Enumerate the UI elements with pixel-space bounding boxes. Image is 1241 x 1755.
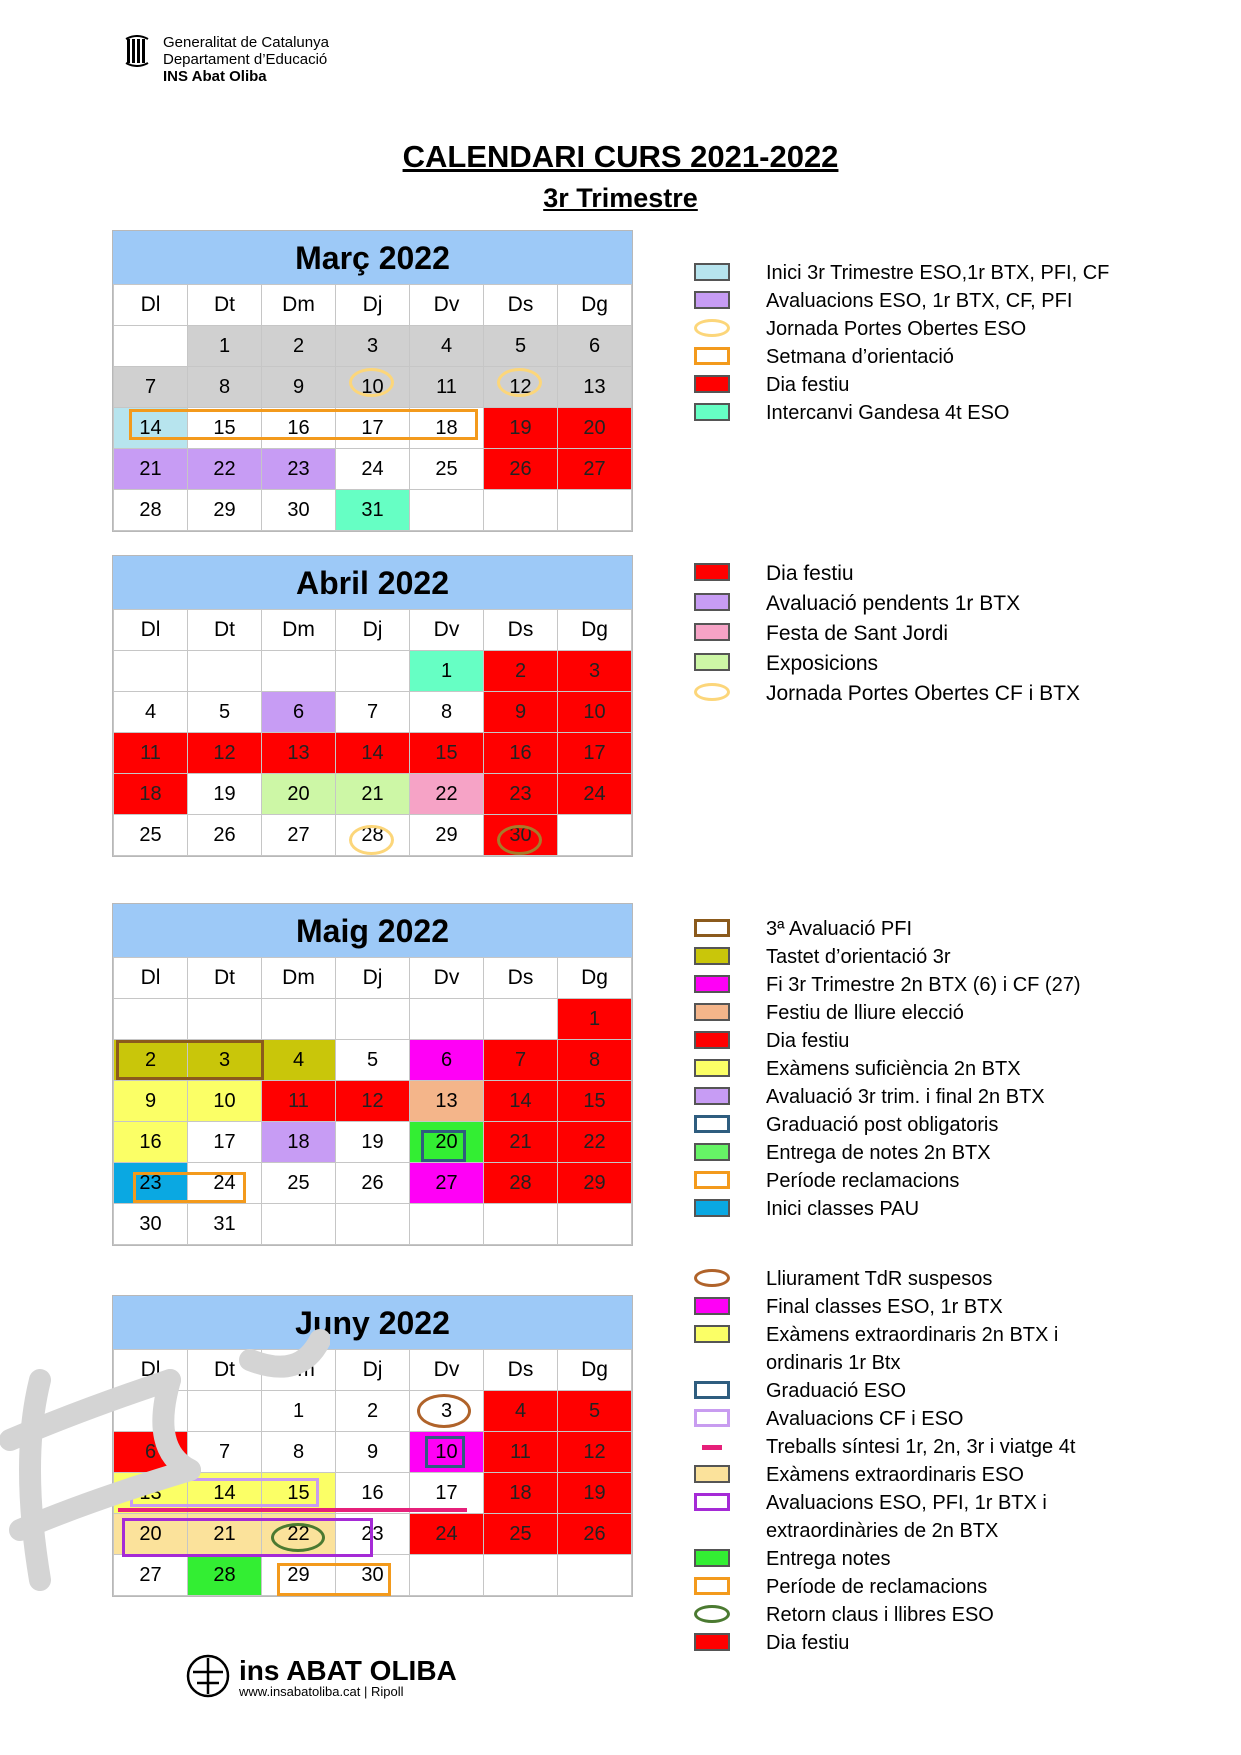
weekday-header: Dv	[410, 610, 484, 651]
empty-cell	[336, 1204, 410, 1245]
swatch-icon	[694, 623, 730, 641]
legend-item: Període de reclamacions	[694, 1573, 1075, 1601]
outline-swatch-icon	[694, 919, 730, 937]
day-cell: 28	[484, 1163, 558, 1204]
legend-item: Exposicions	[694, 649, 1080, 679]
day-cell: 3	[410, 1391, 484, 1432]
swatch-icon	[694, 1297, 730, 1315]
day-cell: 1	[410, 651, 484, 692]
legend-item: Treballs síntesi 1r, 2n, 3r i viatge 4t	[694, 1433, 1075, 1461]
day-cell: 24	[410, 1514, 484, 1555]
legend-item: Dia festiu	[694, 1027, 1081, 1055]
day-cell: 23	[336, 1514, 410, 1555]
month-title: Juny 2022	[113, 1296, 632, 1349]
legend-item: Avaluacions ESO, 1r BTX, CF, PFI	[694, 287, 1109, 315]
weekday-header: Dg	[558, 610, 632, 651]
week-row	[114, 692, 632, 733]
legend-item: Exàmens suficiència 2n BTX	[694, 1055, 1081, 1083]
week-row	[114, 1081, 632, 1122]
page-subtitle: 3r Trimestre	[543, 183, 698, 213]
day-cell: 22	[410, 774, 484, 815]
day-cell: 29	[558, 1163, 632, 1204]
swatch-icon	[694, 403, 730, 421]
legend-item: Jornada Portes Obertes ESO	[694, 315, 1109, 343]
day-cell: 17	[336, 408, 410, 449]
week-row	[114, 733, 632, 774]
weekday-header: Dj	[336, 285, 410, 326]
day-cell: 12	[336, 1081, 410, 1122]
day-cell: 26	[484, 449, 558, 490]
empty-cell	[410, 1204, 484, 1245]
weekday-header: Dg	[558, 958, 632, 999]
week-row	[114, 1163, 632, 1204]
org-line-1: Generalitat de Catalunya	[163, 34, 329, 51]
empty-cell	[410, 999, 484, 1040]
empty-cell	[188, 651, 262, 692]
day-cell: 14	[336, 733, 410, 774]
day-cell: 21	[484, 1122, 558, 1163]
legend-march	[694, 259, 1109, 427]
day-cell: 29	[262, 1555, 336, 1596]
day-cell: 10	[410, 1432, 484, 1473]
legend-item: Final classes ESO, 1r BTX	[694, 1293, 1075, 1321]
day-cell: 2	[114, 1040, 188, 1081]
weekday-header: Dt	[188, 610, 262, 651]
week-row	[114, 1122, 632, 1163]
oval-swatch-icon	[694, 1269, 730, 1287]
weekday-header: Dv	[410, 285, 484, 326]
day-cell: 17	[558, 733, 632, 774]
legend-item: Entrega de notes 2n BTX	[694, 1139, 1081, 1167]
weekday-header: Dl	[114, 285, 188, 326]
day-cell: 14	[484, 1081, 558, 1122]
empty-cell	[114, 999, 188, 1040]
weekday-header: Dl	[114, 1350, 188, 1391]
swatch-icon	[694, 563, 730, 581]
day-cell: 18	[114, 774, 188, 815]
day-cell: 8	[262, 1432, 336, 1473]
outline-swatch-icon	[694, 347, 730, 365]
week-row	[114, 408, 632, 449]
month-grid	[113, 957, 632, 1245]
day-cell: 2	[336, 1391, 410, 1432]
legend-june	[694, 1265, 1075, 1657]
day-cell: 6	[262, 692, 336, 733]
outline-swatch-icon	[694, 1409, 730, 1427]
weekday-header: Dt	[188, 1350, 262, 1391]
day-cell: 11	[484, 1432, 558, 1473]
day-cell: 24	[558, 774, 632, 815]
legend-april	[694, 559, 1080, 709]
day-cell: 21	[114, 449, 188, 490]
day-cell: 6	[410, 1040, 484, 1081]
weekday-header: Dm	[262, 958, 336, 999]
day-cell: 3	[336, 326, 410, 367]
empty-cell	[336, 999, 410, 1040]
day-cell: 7	[188, 1432, 262, 1473]
legend-may	[694, 915, 1081, 1223]
day-cell: 25	[262, 1163, 336, 1204]
weekday-header: Dj	[336, 610, 410, 651]
day-cell: 27	[558, 449, 632, 490]
swatch-icon	[694, 947, 730, 965]
weekday-header: Ds	[484, 958, 558, 999]
day-cell: 19	[484, 408, 558, 449]
month-title: Abril 2022	[113, 556, 632, 609]
calendar-march	[112, 230, 633, 532]
legend-item: Intercanvi Gandesa 4t ESO	[694, 399, 1109, 427]
day-cell: 20	[262, 774, 336, 815]
weekday-header: Dl	[114, 610, 188, 651]
oval-swatch-icon	[694, 683, 730, 701]
day-cell: 9	[484, 692, 558, 733]
day-cell: 22	[558, 1122, 632, 1163]
empty-cell	[188, 999, 262, 1040]
swatch-icon	[694, 1031, 730, 1049]
day-cell: 29	[188, 490, 262, 531]
empty-cell	[484, 1555, 558, 1596]
empty-cell	[114, 651, 188, 692]
day-cell: 5	[558, 1391, 632, 1432]
day-cell: 20	[410, 1122, 484, 1163]
legend-item: extraordinàries de 2n BTX	[766, 1520, 999, 1542]
legend-item: Dia festiu	[694, 371, 1109, 399]
empty-cell	[114, 326, 188, 367]
institution-header	[163, 34, 329, 85]
legend-item: Entrega notes	[694, 1545, 1075, 1573]
outline-swatch-icon	[694, 1577, 730, 1595]
line-swatch-icon	[702, 1445, 722, 1450]
day-cell: 4	[410, 326, 484, 367]
empty-cell	[410, 1555, 484, 1596]
weekday-header: Ds	[484, 285, 558, 326]
day-cell: 12	[188, 733, 262, 774]
day-cell: 10	[188, 1081, 262, 1122]
day-cell: 7	[484, 1040, 558, 1081]
outline-swatch-icon	[694, 1493, 730, 1511]
week-row	[114, 1040, 632, 1081]
day-cell: 12	[558, 1432, 632, 1473]
weekday-header: Ds	[484, 610, 558, 651]
month-title: Març 2022	[113, 231, 632, 284]
day-cell: 15	[410, 733, 484, 774]
legend-item: Inici classes PAU	[694, 1195, 1081, 1223]
day-cell: 24	[188, 1163, 262, 1204]
day-cell: 1	[262, 1391, 336, 1432]
footer-branding	[239, 1657, 457, 1699]
outline-swatch-icon	[694, 1171, 730, 1189]
day-cell: 22	[188, 449, 262, 490]
day-cell: 13	[558, 367, 632, 408]
day-cell: 3	[188, 1040, 262, 1081]
day-cell: 20	[114, 1514, 188, 1555]
empty-cell	[262, 999, 336, 1040]
day-cell: 5	[484, 326, 558, 367]
weekday-header: Dm	[262, 1350, 336, 1391]
day-cell: 19	[558, 1473, 632, 1514]
week-row	[114, 367, 632, 408]
legend-item: Inici 3r Trimestre ESO,1r BTX, PFI, CF	[694, 259, 1109, 287]
day-cell: 16	[114, 1122, 188, 1163]
school-name: INS Abat Oliba	[163, 68, 267, 85]
month-grid	[113, 609, 632, 856]
day-cell: 14	[114, 408, 188, 449]
empty-cell	[262, 1204, 336, 1245]
day-cell: 30	[114, 1204, 188, 1245]
week-row	[114, 774, 632, 815]
day-cell: 30	[336, 1555, 410, 1596]
day-cell: 18	[410, 408, 484, 449]
day-cell: 28	[336, 815, 410, 856]
org-line-2: Departament d’Educació	[163, 51, 328, 68]
day-cell: 23	[114, 1163, 188, 1204]
day-cell: 23	[262, 449, 336, 490]
day-cell: 13	[410, 1081, 484, 1122]
day-cell: 9	[114, 1081, 188, 1122]
weekday-header: Dv	[410, 958, 484, 999]
weekday-header: Dt	[188, 285, 262, 326]
empty-cell	[484, 999, 558, 1040]
day-cell: 12	[484, 367, 558, 408]
weekday-header: Dg	[558, 285, 632, 326]
day-cell: 27	[114, 1555, 188, 1596]
footer-name: ins ABAT OLIBA	[239, 1655, 457, 1686]
day-cell: 5	[336, 1040, 410, 1081]
legend-item: Avaluació 3r trim. i final 2n BTX	[694, 1083, 1081, 1111]
day-cell: 25	[484, 1514, 558, 1555]
day-cell: 26	[188, 815, 262, 856]
legend-item: Festiu de lliure elecció	[694, 999, 1081, 1027]
day-cell: 9	[262, 367, 336, 408]
outline-swatch-icon	[694, 1381, 730, 1399]
empty-cell	[558, 815, 632, 856]
day-cell: 26	[558, 1514, 632, 1555]
abat-oliba-logo-icon	[185, 1653, 231, 1699]
legend-item: Retorn claus i llibres ESO	[694, 1601, 1075, 1629]
day-cell: 28	[188, 1555, 262, 1596]
day-cell: 27	[262, 815, 336, 856]
swatch-icon	[694, 1633, 730, 1651]
day-cell: 1	[188, 326, 262, 367]
day-cell: 6	[114, 1432, 188, 1473]
day-cell: 25	[410, 449, 484, 490]
weekday-header: Dm	[262, 610, 336, 651]
month-grid	[113, 284, 632, 531]
day-cell: 20	[558, 408, 632, 449]
week-row	[114, 999, 632, 1040]
empty-cell	[484, 490, 558, 531]
week-row	[114, 490, 632, 531]
day-cell: 15	[558, 1081, 632, 1122]
outline-swatch-icon	[694, 1115, 730, 1133]
day-cell: 11	[114, 733, 188, 774]
empty-cell	[262, 651, 336, 692]
day-cell: 2	[262, 326, 336, 367]
day-cell: 17	[410, 1473, 484, 1514]
day-cell: 22	[262, 1514, 336, 1555]
swatch-icon	[694, 375, 730, 393]
swatch-icon	[694, 1059, 730, 1077]
decorative-sketch-icon	[0, 1320, 330, 1620]
day-cell: 4	[484, 1391, 558, 1432]
legend-item: 3ª Avaluació PFI	[694, 915, 1081, 943]
day-cell: 15	[188, 408, 262, 449]
legend-item: Lliurament TdR suspesos	[694, 1265, 1075, 1293]
empty-cell	[558, 1204, 632, 1245]
day-cell: 5	[188, 692, 262, 733]
day-cell: 8	[410, 692, 484, 733]
day-cell: 31	[188, 1204, 262, 1245]
weekday-header: Dg	[558, 1350, 632, 1391]
swatch-icon	[694, 1003, 730, 1021]
day-cell: 8	[188, 367, 262, 408]
swatch-icon	[694, 593, 730, 611]
page-title: CALENDARI CURS 2021-2022	[402, 139, 839, 174]
empty-cell	[558, 490, 632, 531]
swatch-icon	[694, 1465, 730, 1483]
weekday-header: Dv	[410, 1350, 484, 1391]
legend-item: Fi 3r Trimestre 2n BTX (6) i CF (27)	[694, 971, 1081, 999]
swatch-icon	[694, 1549, 730, 1567]
day-cell: 13	[262, 733, 336, 774]
weekday-header: Ds	[484, 1350, 558, 1391]
day-cell: 18	[262, 1122, 336, 1163]
weekday-header: Dm	[262, 285, 336, 326]
week-row	[114, 1204, 632, 1245]
day-cell: 13	[114, 1473, 188, 1514]
day-cell: 10	[336, 367, 410, 408]
day-cell: 9	[336, 1432, 410, 1473]
day-cell: 19	[188, 774, 262, 815]
weekday-header: Dj	[336, 958, 410, 999]
swatch-icon	[694, 975, 730, 993]
legend-item: Tastet d’orientació 3r	[694, 943, 1081, 971]
generalitat-logo-icon	[125, 35, 149, 67]
calendar-may	[112, 903, 633, 1246]
day-cell: 24	[336, 449, 410, 490]
day-cell: 17	[188, 1122, 262, 1163]
legend-item: Jornada Portes Obertes CF i BTX	[694, 679, 1080, 709]
day-cell: 16	[484, 733, 558, 774]
day-cell: 7	[114, 367, 188, 408]
day-cell: 16	[336, 1473, 410, 1514]
day-cell: 3	[558, 651, 632, 692]
legend-item: Setmana d’orientació	[694, 343, 1109, 371]
legend-item: Graduació ESO	[694, 1377, 1075, 1405]
swatch-icon	[694, 653, 730, 671]
swatch-icon	[694, 263, 730, 281]
day-cell: 21	[188, 1514, 262, 1555]
day-cell: 4	[114, 692, 188, 733]
week-row	[114, 326, 632, 367]
day-cell: 4	[262, 1040, 336, 1081]
month-title: Maig 2022	[113, 904, 632, 957]
day-cell: 23	[484, 774, 558, 815]
day-cell: 18	[484, 1473, 558, 1514]
day-cell: 29	[410, 815, 484, 856]
legend-item: Avaluacions ESO, PFI, 1r BTX i	[694, 1489, 1075, 1517]
day-cell: 30	[262, 490, 336, 531]
weekday-header: Dt	[188, 958, 262, 999]
day-cell: 26	[336, 1163, 410, 1204]
day-cell: 11	[262, 1081, 336, 1122]
legend-item: ordinaris 1r Btx	[766, 1352, 901, 1374]
legend-item: Festa de Sant Jordi	[694, 619, 1080, 649]
day-cell: 30	[484, 815, 558, 856]
swatch-icon	[694, 1143, 730, 1161]
footer-url[interactable]: www.insabatoliba.cat | Ripoll	[239, 1684, 404, 1699]
oval-swatch-icon	[694, 319, 730, 337]
calendar-april	[112, 555, 633, 857]
day-cell: 6	[558, 326, 632, 367]
day-cell: 19	[336, 1122, 410, 1163]
day-cell: 16	[262, 408, 336, 449]
day-cell: 15	[262, 1473, 336, 1514]
day-cell: 8	[558, 1040, 632, 1081]
empty-cell	[484, 1204, 558, 1245]
legend-item: Exàmens extraordinaris ESO	[694, 1461, 1075, 1489]
legend-item: Període reclamacions	[694, 1167, 1081, 1195]
day-cell: 10	[558, 692, 632, 733]
swatch-icon	[694, 291, 730, 309]
empty-cell	[336, 651, 410, 692]
legend-item: Graduació post obligatoris	[694, 1111, 1081, 1139]
legend-item: Avaluacions CF i ESO	[694, 1405, 1075, 1433]
day-cell: 25	[114, 815, 188, 856]
weekday-header: Dl	[114, 958, 188, 999]
day-cell: 31	[336, 490, 410, 531]
swatch-icon	[694, 1325, 730, 1343]
swatch-icon	[694, 1199, 730, 1217]
legend-item: Dia festiu	[694, 1629, 1075, 1657]
oval-swatch-icon	[694, 1605, 730, 1623]
week-row	[114, 449, 632, 490]
day-cell: 2	[484, 651, 558, 692]
week-row	[114, 815, 632, 856]
day-cell: 28	[114, 490, 188, 531]
empty-cell	[410, 490, 484, 531]
empty-cell	[558, 1555, 632, 1596]
legend-item: Dia festiu	[694, 559, 1080, 589]
weekday-header: Dj	[336, 1350, 410, 1391]
legend-item: Avaluació pendents 1r BTX	[694, 589, 1080, 619]
day-cell: 21	[336, 774, 410, 815]
legend-item: Exàmens extraordinaris 2n BTX i	[694, 1321, 1075, 1349]
swatch-icon	[694, 1087, 730, 1105]
day-cell: 1	[558, 999, 632, 1040]
day-cell: 7	[336, 692, 410, 733]
day-cell: 27	[410, 1163, 484, 1204]
day-cell: 14	[188, 1473, 262, 1514]
week-row	[114, 651, 632, 692]
day-cell: 11	[410, 367, 484, 408]
